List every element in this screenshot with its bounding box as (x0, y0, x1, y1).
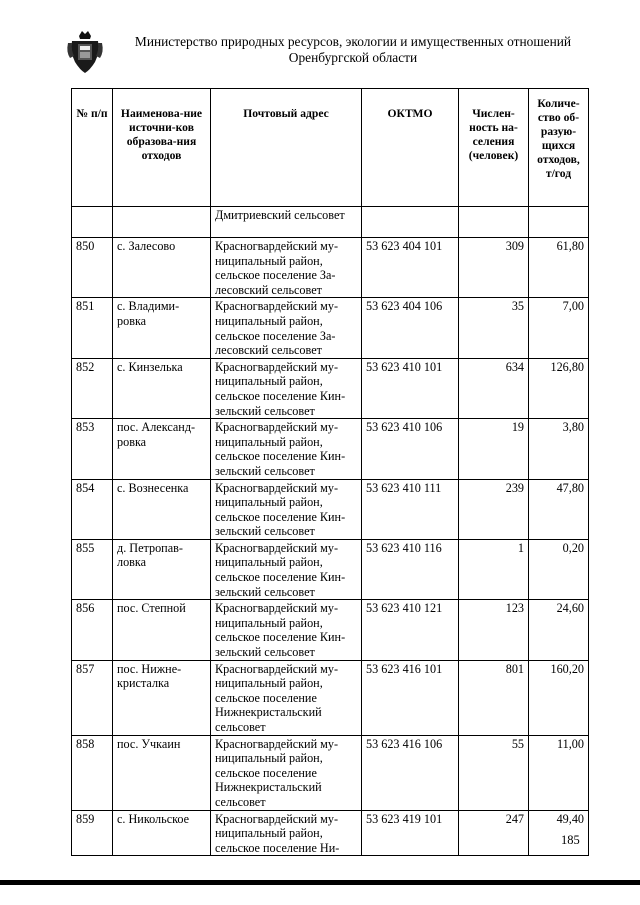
col-header-postal-address: Почтовый адрес (211, 89, 362, 207)
row-oktmo: 53 623 404 101 (362, 238, 459, 298)
table-row (72, 735, 589, 810)
continuation-address: Дмитриевский сельсовет (211, 207, 362, 238)
row-waste-amount: 11,00 (529, 735, 589, 810)
row-number: 857 (72, 660, 113, 735)
row-number: 856 (72, 600, 113, 660)
row-address: Красногвардейский му-ниципальный район, сельское поселение Кин-зельский сельсовет (211, 539, 362, 599)
row-number: 853 (72, 419, 113, 479)
table-row (72, 419, 589, 479)
row-number: 854 (72, 479, 113, 539)
row-source-name: с. Залесово (113, 238, 211, 298)
row-waste-amount: 3,80 (529, 419, 589, 479)
row-source-name: с. Кинзелька (113, 358, 211, 418)
row-address: Красногвардейский му-ниципальный район, сельское поселение Ни- (211, 810, 362, 856)
row-population: 309 (459, 238, 529, 298)
row-waste-amount: 49,40 (529, 810, 589, 856)
row-population: 247 (459, 810, 529, 856)
table-row (72, 358, 589, 418)
row-waste-amount: 7,00 (529, 298, 589, 358)
col-header-source-name: Наименова-ние источни-ков образова-ния отходов (113, 89, 211, 207)
row-number: 850 (72, 238, 113, 298)
row-waste-amount: 126,80 (529, 358, 589, 418)
table-row (72, 238, 589, 298)
row-source-name: д. Петропав-ловка (113, 539, 211, 599)
row-address: Красногвардейский му-ниципальный район, сельское поселение Кин-зельский сельсовет (211, 419, 362, 479)
row-population: 634 (459, 358, 529, 418)
col-header-oktmo: ОКТМО (362, 89, 459, 207)
col-header-population: Числен-ность на-селения (человек) (459, 89, 529, 207)
row-address: Красногвардейский му-ниципальный район, сельское поселение Нижнекристальский сельсовет (211, 735, 362, 810)
table-row (72, 479, 589, 539)
row-oktmo: 53 623 404 106 (362, 298, 459, 358)
row-population: 1 (459, 539, 529, 599)
row-waste-amount: 47,80 (529, 479, 589, 539)
coat-of-arms-emblem (66, 28, 104, 74)
row-number: 855 (72, 539, 113, 599)
row-address: Красногвардейский му-ниципальный район, сельское поселение Кин-зельский сельсовет (211, 600, 362, 660)
row-oktmo: 53 623 416 101 (362, 660, 459, 735)
row-number: 858 (72, 735, 113, 810)
row-oktmo: 53 623 410 121 (362, 600, 459, 660)
continuation-row (72, 207, 589, 238)
row-address: Красногвардейский му-ниципальный район, сельское поселение Кин-зельский сельсовет (211, 358, 362, 418)
row-waste-amount: 0,20 (529, 539, 589, 599)
row-population: 239 (459, 479, 529, 539)
row-source-name: пос. Александ-ровка (113, 419, 211, 479)
row-oktmo: 53 623 416 106 (362, 735, 459, 810)
col-header-waste-amount: Количе-ство об-разую-щихся отходов, т/год (529, 89, 589, 207)
row-population: 35 (459, 298, 529, 358)
row-source-name: с. Вознесенка (113, 479, 211, 539)
row-address: Красногвардейский му-ниципальный район, сельское поселение За-лесовский сельсовет (211, 298, 362, 358)
row-source-name: с. Владими-ровка (113, 298, 211, 358)
row-number: 851 (72, 298, 113, 358)
row-oktmo: 53 623 410 116 (362, 539, 459, 599)
row-address: Красногвардейский му-ниципальный район, сельское поселение Кин-зельский сельсовет (211, 479, 362, 539)
row-oktmo: 53 623 410 111 (362, 479, 459, 539)
row-source-name: пос. Учкаин (113, 735, 211, 810)
row-population: 801 (459, 660, 529, 735)
row-oktmo: 53 623 410 106 (362, 419, 459, 479)
row-number: 852 (72, 358, 113, 418)
row-waste-amount: 61,80 (529, 238, 589, 298)
table-row (72, 600, 589, 660)
row-oktmo: 53 623 419 101 (362, 810, 459, 856)
table-row (72, 660, 589, 735)
page-number: 185 (561, 833, 580, 847)
table-row (72, 539, 589, 599)
row-source-name: пос. Степной (113, 600, 211, 660)
bottom-rule (0, 880, 640, 885)
region-name: Оренбургской области (288, 50, 418, 65)
table-row (72, 298, 589, 358)
table-row (72, 810, 589, 856)
row-source-name: с. Никольское (113, 810, 211, 856)
row-address: Красногвардейский му-ниципальный район, сельское поселение За-лесовский сельсовет (211, 238, 362, 298)
ministry-name: Министерство природных ресурсов, экологии и имущественных отношений (134, 34, 572, 49)
row-number: 859 (72, 810, 113, 856)
table-header-row (72, 89, 589, 207)
row-oktmo: 53 623 410 101 (362, 358, 459, 418)
col-header-number: № п/п (72, 89, 113, 207)
row-address: Красногвардейский му-ниципальный район, сельское поселение Нижнекристальский сельсовет (211, 660, 362, 735)
waste-sources-table (71, 88, 589, 856)
ministry-header (118, 34, 588, 66)
row-population: 123 (459, 600, 529, 660)
row-waste-amount: 24,60 (529, 600, 589, 660)
row-waste-amount: 160,20 (529, 660, 589, 735)
row-population: 19 (459, 419, 529, 479)
row-source-name: пос. Нижне-кристалка (113, 660, 211, 735)
row-population: 55 (459, 735, 529, 810)
